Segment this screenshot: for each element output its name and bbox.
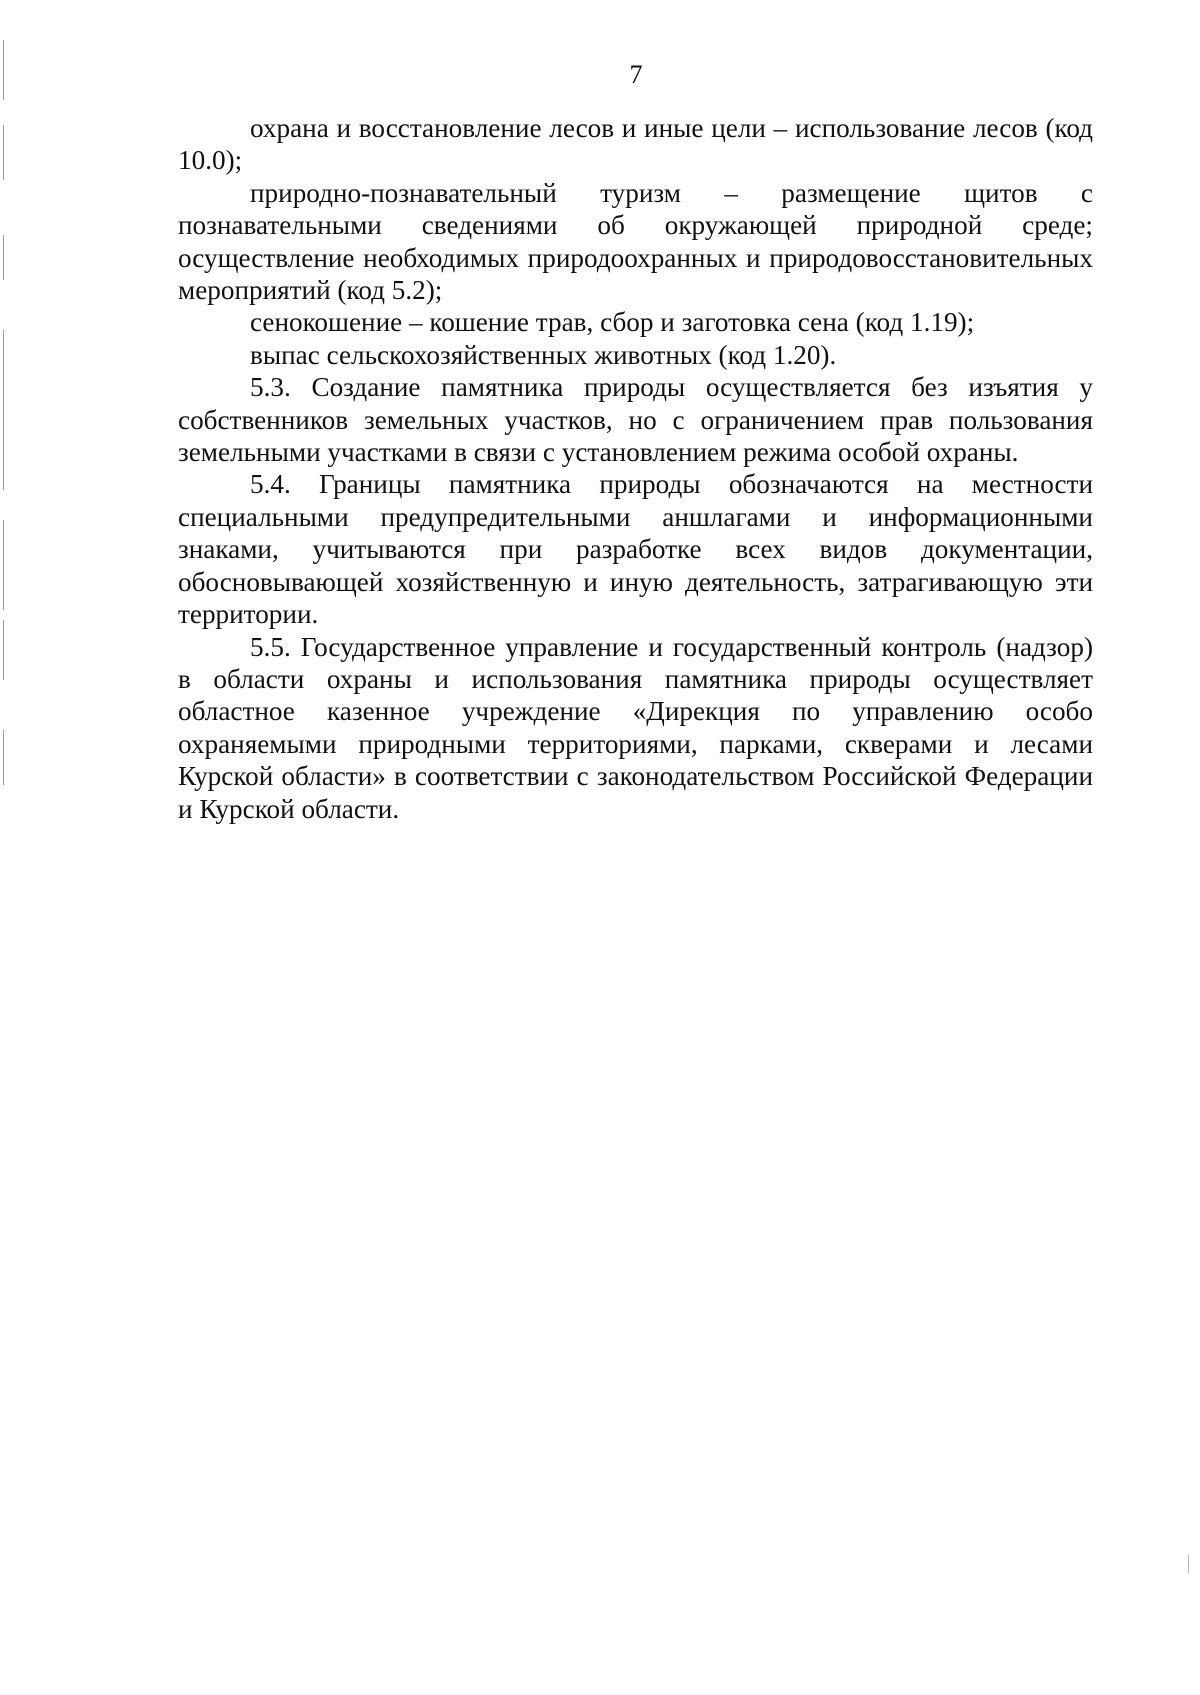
paragraph: 5.4. Границы памятника природы обозначаются на местности специальными предупредительными аншлагами и информационными знаками, учитываются при разработке всех видов документации, обосновывающей хозяйственную и иную деятельность, затрагивающую эти территории. [178, 469, 1093, 630]
paragraph: охрана и восстановление лесов и иные цели – использование лесов (код 10.0); [178, 113, 1093, 176]
paragraph: 5.3. Создание памятника природы осуществляется без изъятия у собственников земельных участков, но с ограничением прав пользования земельными участками в связи с установлением режима особой охраны. [178, 372, 1093, 468]
scan-edge-mark [3, 620, 4, 680]
paragraph: природно-познавательный туризм – размещение щитов с познавательными сведениями об окружающей природной среде; осуществление необходимых природоохранных и природовосстановительных мероприятий (код 5.2); [178, 177, 1093, 306]
document-body [178, 112, 1093, 825]
page-number: 7 [629, 60, 643, 89]
scan-edge-mark [3, 330, 4, 490]
scan-edge-mark [3, 235, 4, 280]
scan-edge-mark [3, 125, 4, 180]
paragraph: сенокошение – кошение трав, сбор и заготовка сена (код 1.19); [250, 307, 975, 338]
scan-edge-mark [3, 730, 4, 785]
scan-edge-mark [1188, 1555, 1189, 1573]
paragraph: выпас сельскохозяйственных животных (код 1.20). [250, 339, 837, 370]
paragraph: 5.5. Государственное управление и государственный контроль (надзор) в области охраны и использования памятника природы осуществляет областное казенное учреждение «Дирекция по управлению особо охраняемыми природными территориями, парками, скверами и лесами Курской области» в соответствии с законодательством Российской Федерации и Курской области. [178, 631, 1093, 824]
scan-edge-mark [3, 40, 4, 100]
scan-edge-mark [3, 520, 4, 610]
